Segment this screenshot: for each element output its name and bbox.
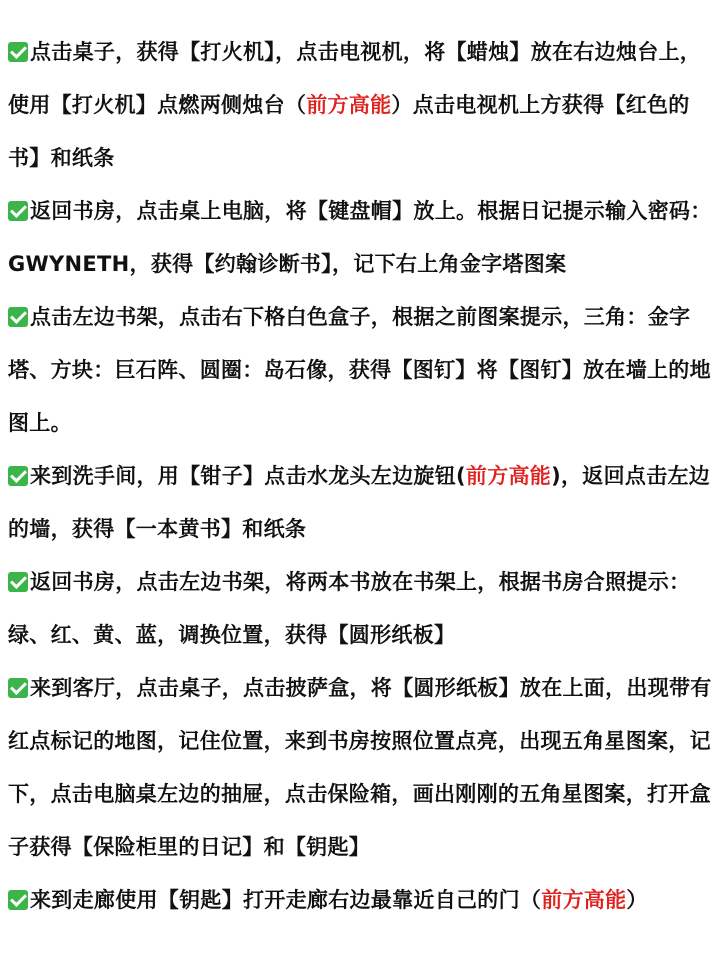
step-4-warning: 前方高能	[465, 464, 552, 488]
step-7-warning: 前方高能	[541, 888, 627, 912]
step-3-text: 点击左边书架，点击右下格白色盒子，根据之前图案提示，三角：金字塔、方块：巨石阵、圆圈：岛石像，获得【图钉】将【图钉】放在墙上的地图上。	[8, 305, 711, 435]
step-6	[8, 662, 714, 874]
step-5-text: 返回书房，点击左边书架，将两本书放在书架上，根据书房合照提示：绿、红、黄、蓝，调换位置，获得【圆形纸板】	[8, 570, 691, 647]
step-5	[8, 556, 714, 662]
step-2-text: 返回书房，点击桌上电脑，将【键盘帽】放上。根据日记提示输入密码：GWYNETH，获得【约翰诊断书】，记下右上角金字塔图案	[8, 199, 712, 276]
check-mark-button-icon	[8, 307, 28, 327]
step-4	[8, 450, 714, 556]
check-mark-button-icon	[8, 678, 28, 698]
step-1-warning: 前方高能	[306, 93, 392, 117]
step-4-text-a: 来到洗手间，用【钳子】点击水龙头左边旋钮(	[30, 464, 466, 488]
walkthrough-document	[8, 26, 714, 927]
check-mark-button-icon	[8, 572, 28, 592]
step-7-text-a: 来到走廊使用【钥匙】打开走廊右边最靠近自己的门（	[30, 888, 542, 912]
step-7	[8, 874, 714, 927]
check-mark-button-icon	[8, 201, 28, 221]
step-1-text-a: 点击桌子，获得【打火机】，点击电视机，将【蜡烛】放在右边烛台上，使用【打火机】点燃两侧烛台（	[8, 40, 702, 117]
step-1-text-b: ）点击电视机上方获得【红色的书】和纸条	[8, 93, 690, 170]
step-1	[8, 26, 714, 185]
step-3	[8, 291, 714, 450]
step-2	[8, 185, 714, 291]
step-7-text-b: ）	[626, 888, 648, 912]
check-mark-button-icon	[8, 890, 28, 910]
step-4-text-b: )，返回点击左边的墙，获得【一本黄书】和纸条	[8, 464, 711, 541]
check-mark-button-icon	[8, 466, 28, 486]
check-mark-button-icon	[8, 42, 28, 62]
step-6-text: 来到客厅，点击桌子，点击披萨盒，将【圆形纸板】放在上面，出现带有红点标记的地图，记住位置，来到书房按照位置点亮，出现五角星图案，记下，点击电脑桌左边的抽屉，点击保险箱，画出刚刚的五角星图案，打开盒子获得【保险柜里的日记】和【钥匙】	[8, 676, 712, 859]
